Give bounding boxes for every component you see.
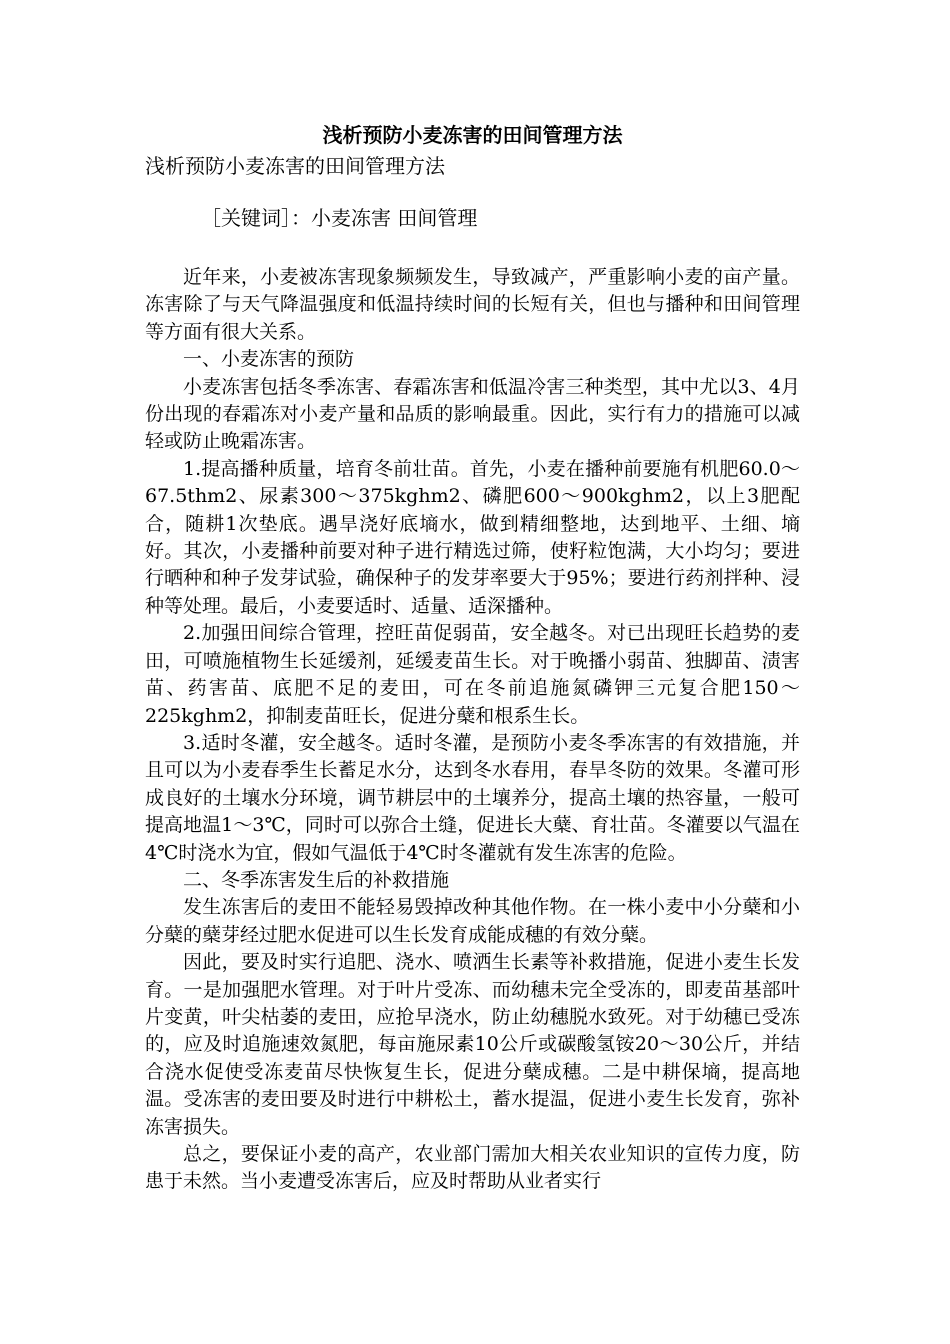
document-title: 浅析预防小麦冻害的田间管理方法	[322, 123, 623, 147]
article-body	[145, 264, 800, 1196]
paragraph-conclusion: 总之，要保证小麦的高产，农业部门需加大相关农业知识的宣传力度，防患于未然。当小麦遭受冻害后，应及时帮助从业者实行	[145, 1143, 800, 1193]
paragraph-remedial-measures: 因此，要及时实行追肥、浇水、喷洒生长素等补救措施，促进小麦生长发育。一是加强肥水管理。对于叶片受冻、而幼穗未完全受冻的，即麦苗基部叶片变黄，叶尖枯萎的麦田，应抢早浇水，防止幼穗脱水致死。对于幼穗已受冻的，应及时追施速效氮肥，每亩施尿素10公斤或碳酸氢铵20～30公斤，并结合浇水促使受冻麦苗尽快恢复生长，促进分蘖成穗。二是中耕保墒，提高地温。受冻害的麦田要及时进行中耕松土，蓄水提温，促进小麦生长发育，弥补冻害损失。	[145, 951, 800, 1138]
section-heading-remedies: 二、冬季冻害发生后的补救措施	[183, 868, 450, 891]
paragraph-sowing-quality: 1.提高播种质量，培育冬前壮苗。首先，小麦在播种前要施有机肥60.0～67.5thm2、尿素300～375kghm2、磷肥600～900kghm2，以上3肥配合，随耕1次垫底。遇旱浇好底墒水，做到精细整地，达到地平、土细、墒好。其次，小麦播种前要对种子进行精选过筛，使籽粒饱满，大小均匀；要进行晒种和种子发芽试验，确保种子的发芽率要大于95%；要进行药剂拌种、浸种等处理。最后，小麦要适时、适量、适深播种。	[145, 457, 800, 617]
paragraph-no-replanting: 发生冻害后的麦田不能轻易毁掉改种其他作物。在一株小麦中小分蘖和小分蘖的蘖芽经过肥水促进可以生长发育成能成穗的有效分蘖。	[145, 896, 800, 946]
paragraph-field-management: 2.加强田间综合管理，控旺苗促弱苗，安全越冬。对已出现旺长趋势的麦田，可喷施植物生长延缓剂，延缓麦苗生长。对于晚播小弱苗、独脚苗、渍害苗、药害苗、底肥不足的麦田，可在冬前追施氮磷钾三元复合肥150～225kghm2，抑制麦苗旺长，促进分蘖和根系生长。	[145, 622, 800, 727]
keywords-line: ［关键词］：小麦冻害 田间管理	[201, 206, 478, 230]
intro-paragraph: 近年来，小麦被冻害现象频频发生，导致减产，严重影响小麦的亩产量。冻害除了与天气降温强度和低温持续时间的长短有关，但也与播种和田间管理等方面有很大关系。	[145, 266, 800, 343]
document-subtitle: 浅析预防小麦冻害的田间管理方法	[145, 154, 445, 178]
paragraph-frost-types: 小麦冻害包括冬季冻害、春霜冻害和低温冷害三种类型，其中尤以3、4月份出现的春霜冻对小麦产量和品质的影响最重。因此，实行有力的措施可以减轻或防止晚霜冻害。	[145, 375, 800, 453]
paragraph-winter-irrigation: 3.适时冬灌，安全越冬。适时冬灌，是预防小麦冬季冻害的有效措施，并且可以为小麦春季生长蓄足水分，达到冬水春用，春旱冬防的效果。冬灌可形成良好的土壤水分环境，调节耕层中的土壤养分，提高土壤的热容量，一般可提高地温1～3℃，同时可以弥合土缝，促进长大蘖、育壮苗。冬灌要以气温在4℃时浇水为宜，假如气温低于4℃时冬灌就有发生冻害的危险。	[145, 731, 800, 864]
section-heading-prevention: 一、小麦冻害的预防	[183, 348, 355, 371]
document-page	[145, 118, 800, 1196]
